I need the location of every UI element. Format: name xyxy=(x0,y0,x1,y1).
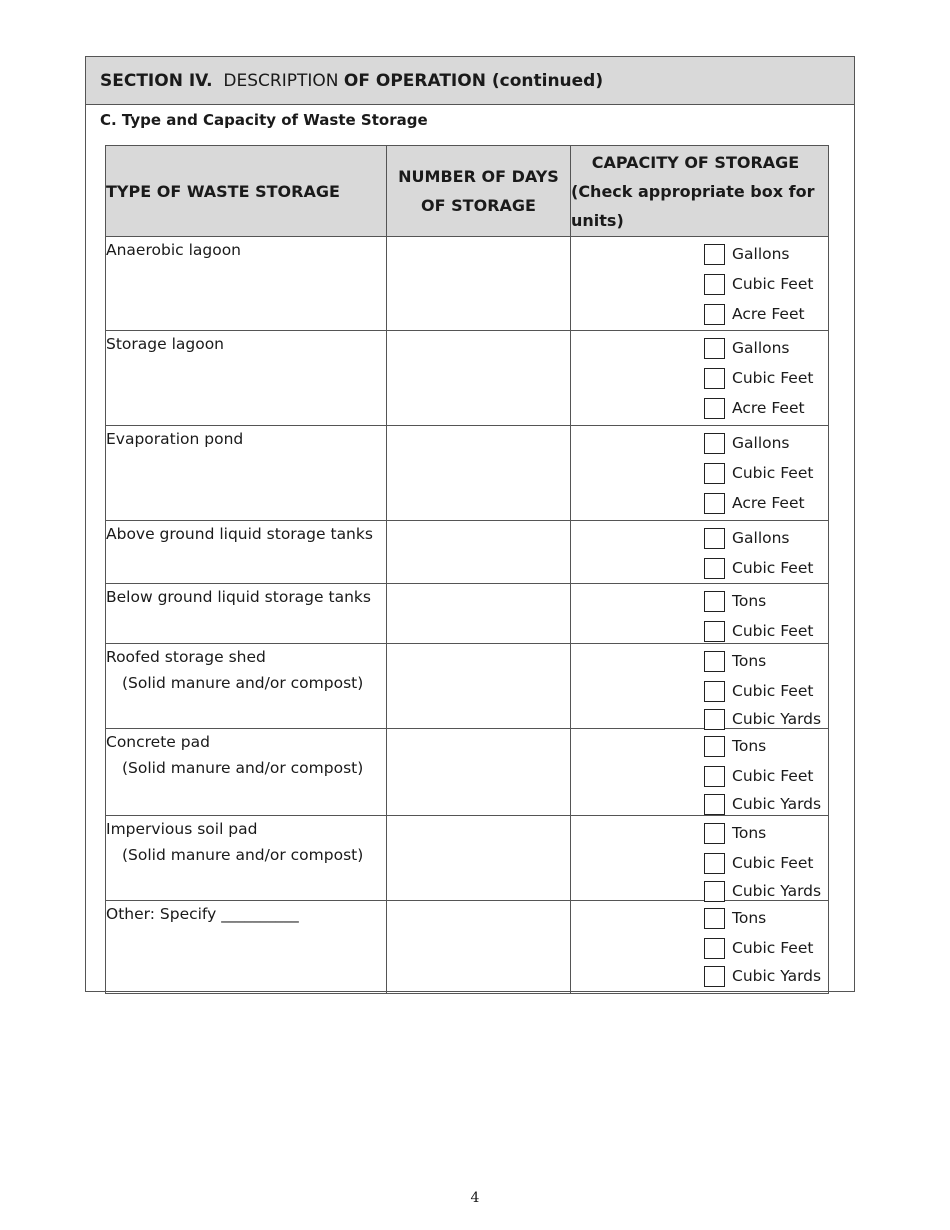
unit-label: Acre Feet xyxy=(732,494,805,512)
unit-option[interactable] xyxy=(704,458,813,488)
unit-checkbox[interactable] xyxy=(704,823,725,844)
table-row xyxy=(106,901,829,994)
section-title-part1: DESCRIPTION xyxy=(223,70,339,91)
storage-type-label: Concrete pad xyxy=(106,733,210,751)
unit-option[interactable] xyxy=(704,393,813,423)
unit-checkbox[interactable] xyxy=(704,493,725,514)
header-capacity-title: CAPACITY OF STORAGE xyxy=(591,152,800,172)
unit-option[interactable] xyxy=(704,818,821,848)
section-title-part2: OF OPERATION (continued) xyxy=(343,70,604,91)
unit-option[interactable] xyxy=(704,616,813,646)
header-capacity-instruction: (Check appropriate box for units) xyxy=(571,181,815,230)
capacity-cell xyxy=(571,426,829,521)
unit-checkbox[interactable] xyxy=(704,938,725,959)
page-number: 4 xyxy=(470,1190,480,1206)
capacity-cell xyxy=(571,816,829,901)
table-row xyxy=(106,816,829,901)
unit-checkbox[interactable] xyxy=(704,766,725,787)
unit-option[interactable] xyxy=(704,299,813,329)
unit-checkbox[interactable] xyxy=(704,338,725,359)
unit-label: Tons xyxy=(732,737,767,755)
capacity-cell xyxy=(571,521,829,584)
unit-checkbox[interactable] xyxy=(704,966,725,987)
storage-type-cell xyxy=(106,644,387,729)
section-header xyxy=(86,57,854,105)
section-iv-box xyxy=(85,56,855,992)
unit-option[interactable] xyxy=(704,363,813,393)
unit-label: Tons xyxy=(732,824,767,842)
table-row xyxy=(106,644,829,729)
unit-checkbox[interactable] xyxy=(704,433,725,454)
unit-option[interactable] xyxy=(704,269,813,299)
days-of-storage-field[interactable] xyxy=(387,584,571,644)
unit-option[interactable] xyxy=(704,488,813,518)
unit-option[interactable] xyxy=(704,963,821,989)
storage-type-cell xyxy=(106,331,387,426)
storage-type-label: Other: Specify __________ xyxy=(106,905,299,923)
days-of-storage-field[interactable] xyxy=(387,901,571,994)
unit-label: Gallons xyxy=(732,529,790,547)
days-of-storage-field[interactable] xyxy=(387,816,571,901)
unit-checkbox[interactable] xyxy=(704,528,725,549)
storage-type-label: Roofed storage shed xyxy=(106,648,266,666)
unit-options xyxy=(704,731,821,817)
unit-option[interactable] xyxy=(704,239,813,269)
unit-options xyxy=(704,333,813,423)
unit-option[interactable] xyxy=(704,428,813,458)
days-of-storage-field[interactable] xyxy=(387,331,571,426)
unit-checkbox[interactable] xyxy=(704,558,725,579)
days-of-storage-field[interactable] xyxy=(387,521,571,584)
unit-label: Gallons xyxy=(732,245,790,263)
unit-checkbox[interactable] xyxy=(704,736,725,757)
unit-label: Cubic Feet xyxy=(732,464,814,482)
storage-type-note: (Solid manure and/or compost) xyxy=(122,674,364,692)
storage-type-cell xyxy=(106,584,387,644)
table-row xyxy=(106,237,829,331)
days-of-storage-field[interactable] xyxy=(387,644,571,729)
unit-checkbox[interactable] xyxy=(704,651,725,672)
capacity-cell xyxy=(571,237,829,331)
unit-options xyxy=(704,818,821,904)
unit-options xyxy=(704,428,813,518)
storage-type-cell xyxy=(106,426,387,521)
storage-type-label: Evaporation pond xyxy=(106,430,244,448)
unit-checkbox[interactable] xyxy=(704,398,725,419)
unit-checkbox[interactable] xyxy=(704,681,725,702)
unit-option[interactable] xyxy=(704,646,821,676)
storage-type-note: (Solid manure and/or compost) xyxy=(122,846,364,864)
unit-checkbox[interactable] xyxy=(704,274,725,295)
unit-checkbox[interactable] xyxy=(704,709,725,730)
days-of-storage-field[interactable] xyxy=(387,729,571,816)
header-days: NUMBER OF DAYS OF STORAGE xyxy=(387,146,571,237)
storage-type-label: Impervious soil pad xyxy=(106,820,258,838)
storage-type-label: Anaerobic lagoon xyxy=(106,241,242,259)
unit-checkbox[interactable] xyxy=(704,794,725,815)
table-header-row xyxy=(106,146,829,237)
table-row xyxy=(106,521,829,584)
unit-label: Cubic Yards xyxy=(732,710,822,728)
unit-option[interactable] xyxy=(704,761,821,791)
unit-option[interactable] xyxy=(704,731,821,761)
unit-checkbox[interactable] xyxy=(704,908,725,929)
waste-storage-table xyxy=(105,145,829,994)
unit-option[interactable] xyxy=(704,903,821,933)
unit-options xyxy=(704,586,813,646)
table-row xyxy=(106,426,829,521)
unit-checkbox[interactable] xyxy=(704,853,725,874)
unit-option[interactable] xyxy=(704,933,821,963)
storage-type-label: Above ground liquid storage tanks xyxy=(106,525,373,543)
unit-checkbox[interactable] xyxy=(704,591,725,612)
capacity-cell xyxy=(571,331,829,426)
unit-options xyxy=(704,646,821,732)
unit-option[interactable] xyxy=(704,553,813,583)
unit-option[interactable] xyxy=(704,676,821,706)
unit-label: Cubic Feet xyxy=(732,854,814,872)
unit-checkbox[interactable] xyxy=(704,244,725,265)
unit-label: Gallons xyxy=(732,434,790,452)
header-type: TYPE OF WASTE STORAGE xyxy=(106,146,387,237)
storage-type-label: Storage lagoon xyxy=(106,335,225,353)
unit-option[interactable] xyxy=(704,333,813,363)
storage-type-cell xyxy=(106,237,387,331)
unit-label: Acre Feet xyxy=(732,305,805,323)
days-of-storage-field[interactable] xyxy=(387,237,571,331)
unit-option[interactable] xyxy=(704,586,813,616)
unit-label: Tons xyxy=(732,652,767,670)
unit-label: Cubic Feet xyxy=(732,939,814,957)
unit-checkbox[interactable] xyxy=(704,368,725,389)
unit-label: Cubic Feet xyxy=(732,767,814,785)
storage-type-cell xyxy=(106,816,387,901)
subsection-heading: C. Type and Capacity of Waste Storage xyxy=(100,111,428,129)
capacity-cell xyxy=(571,729,829,816)
unit-options xyxy=(704,903,821,989)
unit-options xyxy=(704,523,813,583)
unit-checkbox[interactable] xyxy=(704,621,725,642)
unit-options xyxy=(704,239,813,329)
table-row xyxy=(106,729,829,816)
unit-label: Cubic Feet xyxy=(732,559,814,577)
unit-option[interactable] xyxy=(704,523,813,553)
unit-checkbox[interactable] xyxy=(704,881,725,902)
capacity-cell xyxy=(571,644,829,729)
unit-label: Cubic Feet xyxy=(732,275,814,293)
unit-label: Gallons xyxy=(732,339,790,357)
storage-type-note: (Solid manure and/or compost) xyxy=(122,759,364,777)
unit-label: Cubic Feet xyxy=(732,682,814,700)
unit-label: Cubic Feet xyxy=(732,369,814,387)
unit-option[interactable] xyxy=(704,848,821,878)
unit-checkbox[interactable] xyxy=(704,463,725,484)
section-number: SECTION IV. xyxy=(100,70,213,91)
capacity-cell xyxy=(571,901,829,994)
capacity-cell xyxy=(571,584,829,644)
days-of-storage-field[interactable] xyxy=(387,426,571,521)
unit-label: Cubic Yards xyxy=(732,882,822,900)
header-capacity xyxy=(571,146,829,237)
unit-label: Tons xyxy=(732,592,767,610)
table-row xyxy=(106,584,829,644)
storage-type-label: Below ground liquid storage tanks xyxy=(106,588,371,606)
unit-label: Cubic Feet xyxy=(732,622,814,640)
unit-label: Cubic Yards xyxy=(732,795,822,813)
unit-checkbox[interactable] xyxy=(704,304,725,325)
table-row xyxy=(106,331,829,426)
storage-type-cell xyxy=(106,521,387,584)
storage-type-cell xyxy=(106,901,387,994)
unit-label: Cubic Yards xyxy=(732,967,822,985)
unit-label: Tons xyxy=(732,909,767,927)
storage-type-cell xyxy=(106,729,387,816)
unit-option[interactable] xyxy=(704,791,821,817)
unit-label: Acre Feet xyxy=(732,399,805,417)
